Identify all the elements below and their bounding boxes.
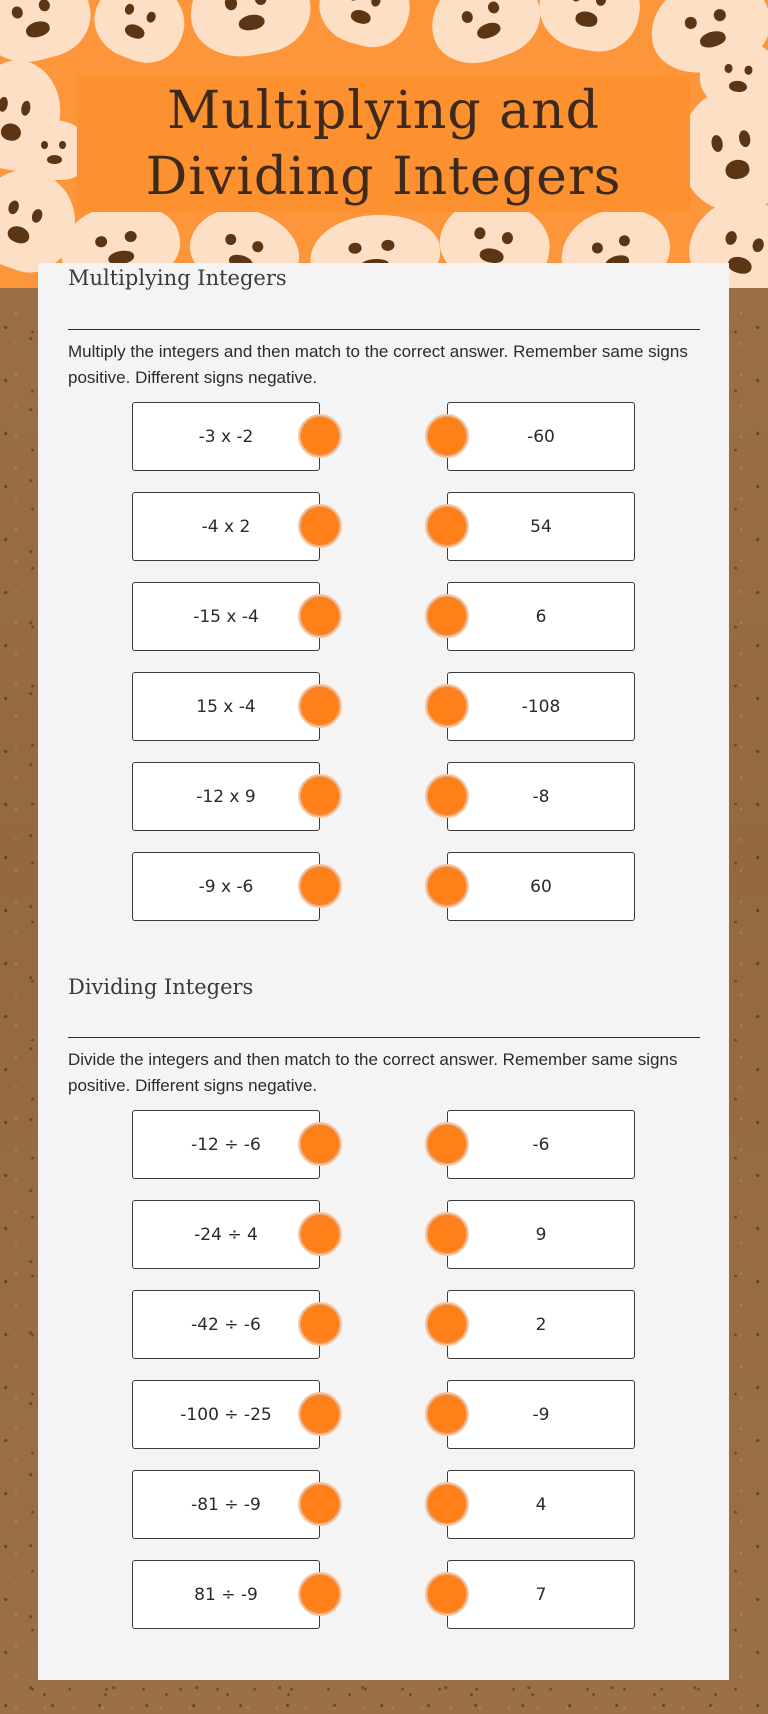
match-right-label: 54 (530, 516, 552, 537)
connector-dot-right[interactable] (425, 1122, 469, 1166)
match-right-label: -108 (521, 696, 561, 717)
match-right-item[interactable] (447, 762, 635, 831)
match-right-item[interactable] (447, 492, 635, 561)
page-title-line-1: Multiplying and (167, 80, 600, 141)
match-right-label: 4 (535, 1494, 547, 1515)
connector-dot-right[interactable] (425, 1212, 469, 1256)
match-right-label: -9 (532, 1404, 550, 1425)
match-left-item[interactable] (132, 852, 320, 921)
match-right-label: 2 (535, 1314, 547, 1335)
ghost-icon (533, 0, 647, 58)
match-right-item[interactable] (447, 1200, 635, 1269)
connector-dot-left[interactable] (298, 1212, 342, 1256)
match-right-label: 6 (535, 606, 547, 627)
connector-dot-left[interactable] (298, 864, 342, 908)
match-right-item[interactable] (447, 1110, 635, 1179)
match-right-item[interactable] (447, 1380, 635, 1449)
match-right-item[interactable] (447, 672, 635, 741)
section-title-multiplying: Multiplying Integers (68, 266, 287, 290)
section-divider (68, 329, 700, 330)
connector-dot-left[interactable] (298, 684, 342, 728)
match-left-item[interactable] (132, 402, 320, 471)
match-left-label: 81 ÷ -9 (194, 1584, 258, 1605)
ghost-icon (311, 0, 419, 55)
section-divider (68, 1037, 700, 1038)
match-right-item[interactable] (447, 1290, 635, 1359)
connector-dot-left[interactable] (298, 1302, 342, 1346)
match-right-label: 60 (530, 876, 552, 897)
connector-dot-right[interactable] (425, 1572, 469, 1616)
match-left-label: -81 ÷ -9 (191, 1494, 261, 1515)
ghost-icon (183, 0, 318, 65)
connector-dot-left[interactable] (298, 1482, 342, 1526)
match-left-item[interactable] (132, 1200, 320, 1269)
match-left-label: -12 ÷ -6 (191, 1134, 261, 1155)
match-left-item[interactable] (132, 672, 320, 741)
match-right-label: -60 (527, 426, 555, 447)
connector-dot-right[interactable] (425, 1392, 469, 1436)
match-right-item[interactable] (447, 582, 635, 651)
match-left-label: -12 x 9 (196, 786, 256, 807)
match-right-item[interactable] (447, 1560, 635, 1629)
section-title-dividing: Dividing Integers (68, 975, 254, 999)
section-description-dividing: Divide the integers and then match to the correct answer. Remember same signs positive. Different signs negative. (68, 1050, 678, 1095)
match-left-item[interactable] (132, 1110, 320, 1179)
connector-dot-left[interactable] (298, 774, 342, 818)
header-banner (0, 0, 768, 288)
match-left-label: -9 x -6 (198, 876, 254, 897)
page-title-line-2: Dividing Integers (145, 146, 622, 207)
match-right-label: 7 (535, 1584, 547, 1605)
section-description-multiplying: Multiply the integers and then match to the correct answer. Remember same signs positive. Different signs negative. (68, 342, 688, 387)
connector-dot-right[interactable] (425, 864, 469, 908)
match-left-label: -15 x -4 (193, 606, 259, 627)
connector-dot-left[interactable] (298, 1392, 342, 1436)
connector-dot-left[interactable] (298, 594, 342, 638)
match-left-item[interactable] (132, 1470, 320, 1539)
ghost-icon (419, 0, 551, 76)
match-left-item[interactable] (132, 762, 320, 831)
ghost-icon (84, 0, 196, 73)
match-left-label: -24 ÷ 4 (194, 1224, 258, 1245)
connector-dot-left[interactable] (298, 1572, 342, 1616)
connector-dot-right[interactable] (425, 1482, 469, 1526)
title-banner (77, 75, 690, 212)
match-left-label: -4 x 2 (201, 516, 251, 537)
match-left-item[interactable] (132, 492, 320, 561)
match-left-item[interactable] (132, 1290, 320, 1359)
connector-dot-left[interactable] (298, 1122, 342, 1166)
match-right-label: -6 (532, 1134, 550, 1155)
match-right-label: 9 (535, 1224, 547, 1245)
match-right-item[interactable] (447, 852, 635, 921)
connector-dot-right[interactable] (425, 414, 469, 458)
connector-dot-right[interactable] (425, 684, 469, 728)
connector-dot-right[interactable] (425, 594, 469, 638)
match-left-label: -3 x -2 (198, 426, 254, 447)
match-left-label: -42 ÷ -6 (191, 1314, 261, 1335)
connector-dot-right[interactable] (425, 774, 469, 818)
match-left-item[interactable] (132, 1380, 320, 1449)
worksheet-card (38, 263, 729, 1680)
connector-dot-left[interactable] (298, 414, 342, 458)
match-left-label: 15 x -4 (196, 696, 256, 717)
match-right-label: -8 (532, 786, 550, 807)
connector-dot-right[interactable] (425, 1302, 469, 1346)
match-right-item[interactable] (447, 1470, 635, 1539)
connector-dot-right[interactable] (425, 504, 469, 548)
match-left-label: -100 ÷ -25 (180, 1404, 272, 1425)
match-left-item[interactable] (132, 582, 320, 651)
connector-dot-left[interactable] (298, 504, 342, 548)
match-right-item[interactable] (447, 402, 635, 471)
match-left-item[interactable] (132, 1560, 320, 1629)
